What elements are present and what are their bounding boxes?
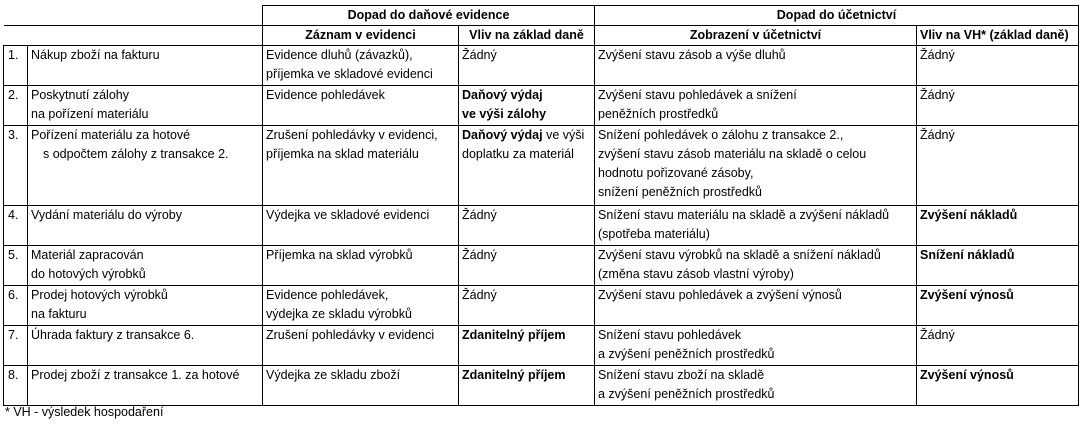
record-cell bbox=[263, 46, 459, 86]
accounting-display-cell bbox=[595, 246, 917, 286]
tax-evidence-group-header: Dopad do daňové evidence bbox=[263, 6, 595, 26]
tax-base-cell bbox=[459, 286, 595, 326]
display-line: Zvýšení stavu výrobků na skladě a snížení nákladů bbox=[598, 248, 881, 262]
record-cell bbox=[263, 126, 459, 206]
table-row bbox=[4, 246, 1079, 286]
record-cell bbox=[263, 86, 459, 126]
event-line: do hotových výrobků bbox=[31, 267, 146, 281]
tax-base-line: doplatku za materiál bbox=[462, 147, 574, 161]
row-number: 8. bbox=[4, 366, 28, 406]
display-line: a zvýšení peněžních prostředků bbox=[598, 387, 775, 401]
display-line: zvýšení stavu zásob materiálu na skladě o celou bbox=[598, 147, 867, 161]
vh-impact-cell: Žádný bbox=[917, 86, 1079, 126]
row-number: 1. bbox=[4, 46, 28, 86]
tax-base-line bbox=[462, 126, 591, 145]
record-cell bbox=[263, 286, 459, 326]
event-line: Materiál zapracován bbox=[31, 248, 144, 262]
table-row bbox=[4, 86, 1079, 126]
accounting-display-cell bbox=[595, 366, 917, 406]
record-cell bbox=[263, 366, 459, 406]
table-row bbox=[4, 46, 1079, 86]
transactions-table bbox=[3, 5, 1079, 406]
display-line: peněžních prostředků bbox=[598, 107, 719, 121]
display-line: hodnotu pořizované zásoby, bbox=[598, 166, 754, 180]
row-number: 4. bbox=[4, 206, 28, 246]
record-line: Evidence pohledávek bbox=[266, 88, 385, 102]
display-line: Zvýšení stavu zásob a výše dluhů bbox=[598, 48, 786, 62]
record-cell bbox=[263, 246, 459, 286]
display-line: Snížení stavu pohledávek bbox=[598, 328, 742, 342]
row-number: 3. bbox=[4, 126, 28, 206]
record-line: výdejka ze skladu výrobků bbox=[266, 307, 412, 321]
event-line: Prodej hotových výrobků bbox=[31, 288, 168, 302]
tax-base-line: ve výši zálohy bbox=[462, 107, 547, 121]
event-cell bbox=[28, 366, 263, 406]
record-line: Zrušení pohledávky v evidenci, bbox=[266, 128, 438, 142]
group-header-row bbox=[4, 6, 1079, 26]
accounting-display-cell bbox=[595, 286, 917, 326]
tax-base-line: Zdanitelný příjem bbox=[462, 328, 566, 342]
accounting-display-cell bbox=[595, 86, 917, 126]
record-line: Výdejka ze skladu zboží bbox=[266, 368, 401, 382]
row-number: 5. bbox=[4, 246, 28, 286]
tax-base-cell bbox=[459, 126, 595, 206]
table-row bbox=[4, 126, 1079, 206]
event-cell bbox=[28, 46, 263, 86]
table-row bbox=[4, 326, 1079, 366]
event-cell bbox=[28, 246, 263, 286]
record-line: příjemka na sklad materiálu bbox=[266, 147, 419, 161]
tax-base-line: Daňový výdaj bbox=[462, 88, 543, 102]
event-line: na pořízení materiálu bbox=[31, 107, 149, 121]
tax-base-bold-text: Daňový výdaj bbox=[462, 128, 543, 142]
record-line: Evidence pohledávek, bbox=[266, 288, 389, 302]
vh-impact-cell: Žádný bbox=[917, 126, 1079, 206]
display-line: Zvýšení stavu pohledávek a snížení bbox=[598, 88, 797, 102]
tax-base-line: Žádný bbox=[462, 48, 497, 62]
record-column-header: Záznam v evidenci bbox=[263, 26, 459, 46]
display-line: (spotřeba materiálu) bbox=[598, 227, 710, 241]
display-line: Zvýšení stavu pohledávek a zvýšení výnosů bbox=[598, 288, 842, 302]
tax-base-line: Žádný bbox=[462, 288, 497, 302]
event-line: Prodej zboží z transakce 1. za hotové bbox=[31, 368, 240, 382]
vh-impact-cell: Zvýšení nákladů bbox=[917, 206, 1079, 246]
vh-impact-cell: Snížení nákladů bbox=[917, 246, 1079, 286]
row-number: 2. bbox=[4, 86, 28, 126]
event-line: Pořízení materiálu za hotové bbox=[31, 128, 191, 142]
event-line: Poskytnutí zálohy bbox=[31, 88, 129, 102]
event-line: Vydání materiálu do výroby bbox=[31, 208, 183, 222]
header-blank bbox=[4, 6, 263, 26]
event-line: Nákup zboží na fakturu bbox=[31, 48, 160, 62]
table-body bbox=[4, 46, 1079, 406]
header-blank-2 bbox=[4, 26, 263, 46]
tax-base-cell bbox=[459, 86, 595, 126]
record-line: Příjemka na sklad výrobků bbox=[266, 248, 413, 262]
row-number: 6. bbox=[4, 286, 28, 326]
accounting-display-cell bbox=[595, 326, 917, 366]
record-line: příjemka ve skladové evidenci bbox=[266, 67, 433, 81]
footnote: * VH - výsledek hospodaření bbox=[5, 405, 164, 419]
tax-base-cell bbox=[459, 326, 595, 366]
record-cell bbox=[263, 326, 459, 366]
tax-base-line: Žádný bbox=[462, 208, 497, 222]
event-cell bbox=[28, 206, 263, 246]
accounting-group-header: Dopad do účetnictví bbox=[595, 6, 1079, 26]
record-line: Zrušení pohledávky v evidenci bbox=[266, 328, 435, 342]
record-cell bbox=[263, 206, 459, 246]
record-line: Výdejka ve skladové evidenci bbox=[266, 208, 430, 222]
event-line: Úhrada faktury z transakce 6. bbox=[31, 328, 195, 342]
tax-base-cell bbox=[459, 246, 595, 286]
accounting-display-cell bbox=[595, 126, 917, 206]
row-number: 7. bbox=[4, 326, 28, 366]
display-line: snížení peněžních prostředků bbox=[598, 185, 762, 199]
display-line: Snížení stavu materiálu na skladě a zvýšení nákladů bbox=[598, 208, 890, 222]
tax-base-column-header: Vliv na základ daně bbox=[459, 26, 595, 46]
table-row bbox=[4, 206, 1079, 246]
event-line: s odpočtem zálohy z transakce 2. bbox=[43, 147, 229, 161]
event-cell bbox=[28, 86, 263, 126]
tax-base-cell bbox=[459, 206, 595, 246]
vh-impact-cell: Zvýšení výnosů bbox=[917, 366, 1079, 406]
table-row bbox=[4, 286, 1079, 326]
event-line: na fakturu bbox=[31, 307, 87, 321]
vh-impact-cell: Zvýšení výnosů bbox=[917, 286, 1079, 326]
tax-base-line: Žádný bbox=[462, 248, 497, 262]
event-cell bbox=[28, 286, 263, 326]
tax-base-text: ve výši bbox=[542, 128, 585, 142]
accounting-display-cell bbox=[595, 206, 917, 246]
accounting-display-column-header: Zobrazení v účetnictví bbox=[595, 26, 917, 46]
tax-base-cell bbox=[459, 366, 595, 406]
accounting-display-cell bbox=[595, 46, 917, 86]
event-cell bbox=[28, 126, 263, 206]
column-header-row bbox=[4, 26, 1079, 46]
vh-impact-cell: Žádný bbox=[917, 326, 1079, 366]
event-cell bbox=[28, 326, 263, 366]
display-line: (změna stavu zásob vlastní výroby) bbox=[598, 267, 794, 281]
display-line: Snížení pohledávek o zálohu z transakce 2., bbox=[598, 128, 844, 142]
tax-base-line: Zdanitelný příjem bbox=[462, 368, 566, 382]
display-line: a zvýšení peněžních prostředků bbox=[598, 347, 775, 361]
vh-column-header: Vliv na VH* (základ daně) bbox=[917, 26, 1079, 46]
record-line: Evidence dluhů (závazků), bbox=[266, 48, 413, 62]
display-line: Snížení stavu zboží na skladě bbox=[598, 368, 765, 382]
vh-impact-cell: Žádný bbox=[917, 46, 1079, 86]
tax-base-cell bbox=[459, 46, 595, 86]
table-row bbox=[4, 366, 1079, 406]
